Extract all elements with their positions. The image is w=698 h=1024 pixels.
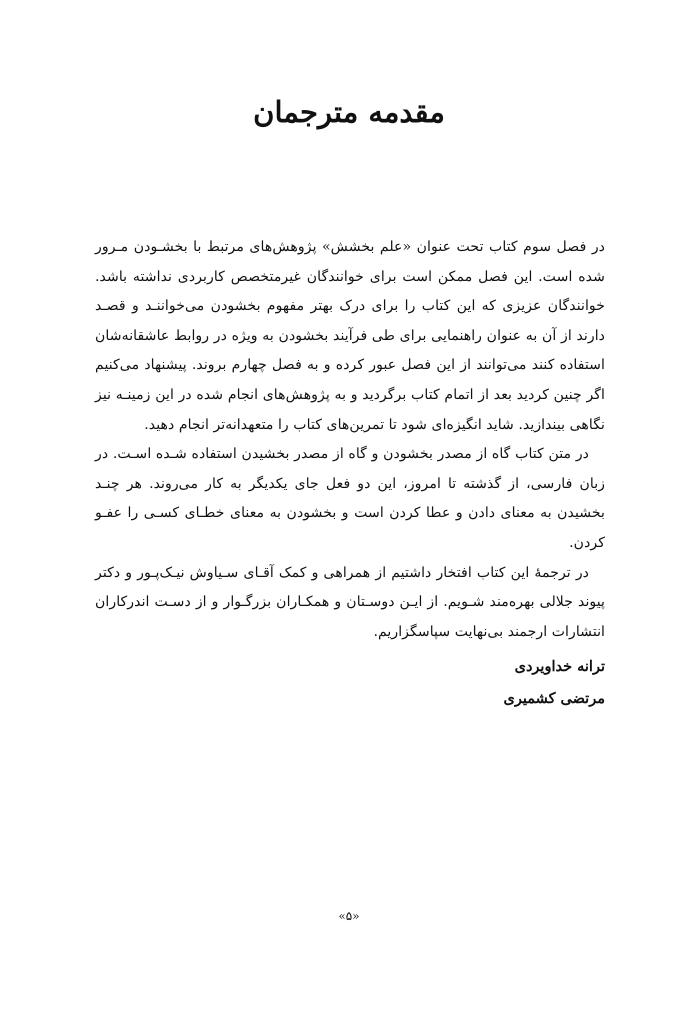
translator-name-2: مرتضی کشمیری	[503, 690, 605, 707]
translator-name-1: ترانه خداویردی	[514, 658, 605, 675]
translator-signatures	[305, 651, 605, 715]
paragraph-verbs: در متن کتاب گاه از مصدر بخشودن و گاه از مصدر بخشیدن استفاده شـده اسـت. در زبان فارسی، از گذشته تا امروز، این دو فعل جای یکدیگر به کار می‌روند. هر چنـد بخشیدن به معنای دادن و عطا کردن است و بخشودن به معنای خطـای کسـی را عفـو کردن.	[95, 446, 605, 551]
body-text	[95, 233, 605, 647]
page-title: مقدمه مترجمان	[253, 95, 445, 129]
page-number: «۵»	[338, 909, 360, 923]
paragraph-intro: در فصل سوم کتاب تحت عنوان «علم بخشش» پژوهش‌های مرتبط با بخشـودن مـرور شده است. این فصل ممکن است برای خوانندگان غیرمتخصص کاربردی نداشته باشد. خوانندگان عزیزی که این کتاب را برای درک بهتر مفهوم بخشودن می‌خواننـد و قصـد دارند از آن به عنوان راهنمایی برای طی فرآیند بخشودن به ویژه در روابط عاشقانه‌شان استفاده کنند می‌توانند از این فصل عبور کرده و به فصل چهارم بروند. پیشنهاد می‌کنیم اگر چنین کردید بعد از اتمام کتاب برگردید و به پژوهش‌های انجام شده در این زمینـه نیز نگاهی بیندازید. شاید انگیزه‌ای شود تا تمرین‌های کتاب را متعهدانه‌تر انجام دهید.	[95, 239, 605, 433]
paragraph-acknowledgements: در ترجمهٔ این کتاب افتخار داشتیم از همراهی و کمک آقـای سـیاوش نیـک‌پـور و دکتر پیوند جلالی بهره‌مند شـویم. از ایـن دوسـتان و همکـاران بزرگـوار و از دسـت اندرکاران انتشارات ارجمند بی‌نهایت سپاسگزاریم.	[95, 564, 605, 640]
